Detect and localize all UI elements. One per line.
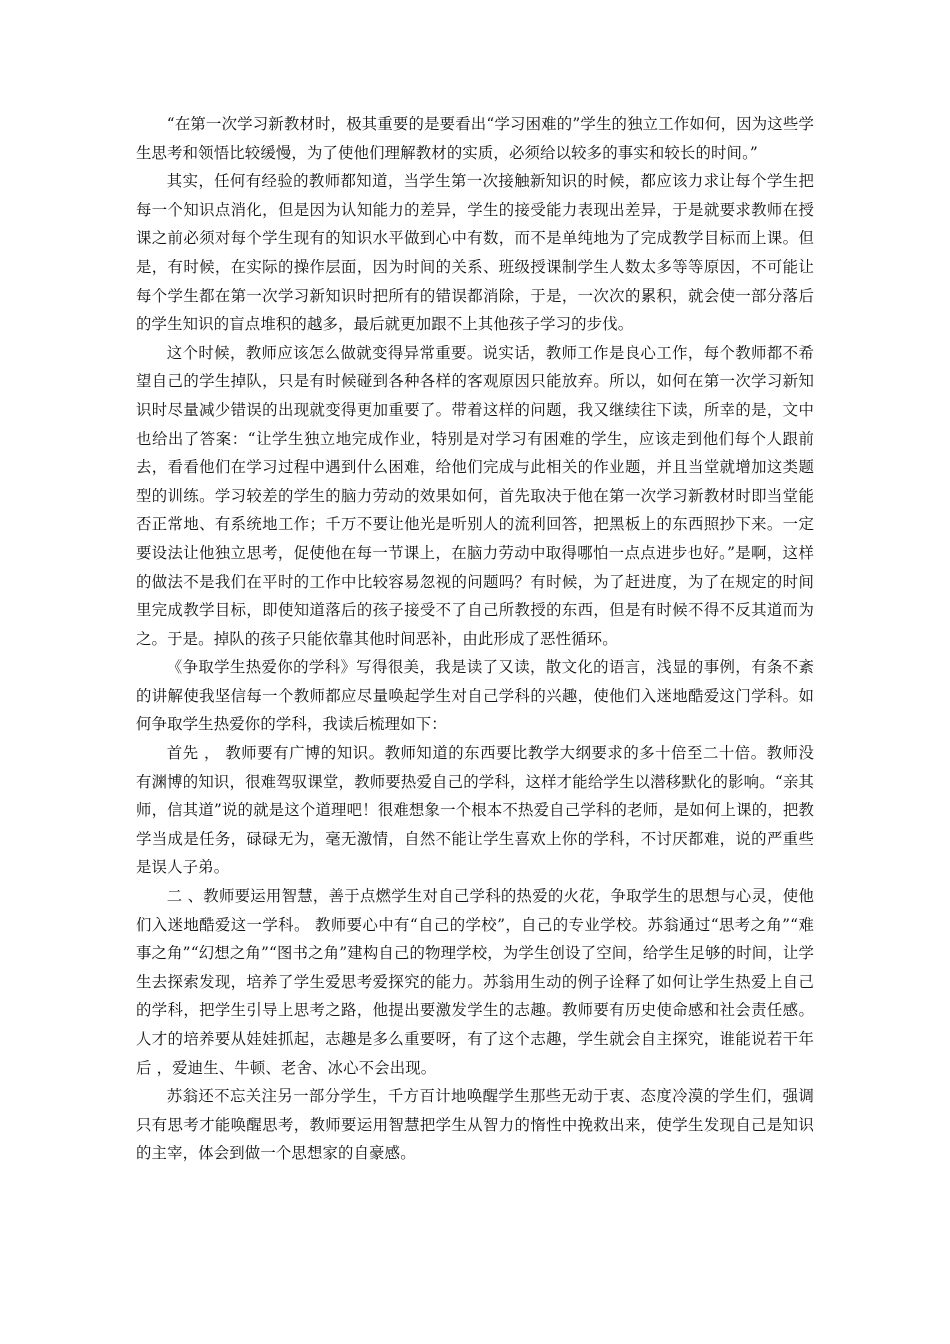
paragraph-quote-intro: “在第一次学习新教材时，极其重要的是要看出“学习困难的”学生的独立工作如何，因为这些学生思考和领悟比较缓慢，为了使他们理解教材的实质，必须给以较多的事实和较长的时间。” — [136, 115, 814, 162]
paragraph-experience: 其实，任何有经验的教师都知道，当学生第一次接触新知识的时候，都应该力求让每个学生把每一个知识点消化，但是因为认知能力的差异，学生的接受能力表现出差异，于是就要求教师在授课之前必须对每个学生现有的知识水平做到心中有数，而不是单纯地为了完成教学目标而上课。但是，有时候，在实际的操作层面，因为时间的关系、班级授课制学生人数太多等等原因，不可能让每个学生都在第一次学习新知识时把所有的错误都消除，于是，一次次的累积，就会使一部分落后的学生知识的盲点堆积的越多，最后就更加跟不上其他孩子学习的步伐。 — [136, 172, 814, 334]
paragraph-teacher-response: 这个时候，教师应该怎么做就变得异常重要。说实话，教师工作是良心工作，每个教师都不希望自己的学生掉队，只是有时候碰到各种各样的客观原因只能放弃。所以，如何在第一次学习新知识时尽量减少错误的出现就变得更加重要了。带着这样的问题，我又继续往下读，所幸的是，文中也给出了答案：“让学生独立地完成作业，特别是对学习有困难的学生，应该走到他们每个人跟前去，看看他们在学习过程中遇到什么困难，给他们完成与此相关的作业题，并且当堂就增加这类题型的训练。学习较差的学生的脑力劳动的效果如何，首先取决于他在第一次学习新教材时即当堂能否正常地、有系统地工作；千万不要让他光是听别人的流利回答，把黑板上的东西照抄下来。一定要设法让他独立思考，促使他在每一节课上，在脑力劳动中取得哪怕一点点进步也好。”是啊，这样的做法不是我们在平时的工作中比较容易忽视的问题吗？有时候，为了赶进度，为了在规定的时间里完成教学目标，即使知道落后的孩子接受不了自己所教授的东西，但是有时候不得不反其道而为之。于是。掉队的孩子只能依靠其他时间恶补，由此形成了恶性循环。 — [136, 343, 814, 648]
paragraph-second-point: 二 、教师要运用智慧，善于点燃学生对自己学科的热爱的火花，争取学生的思想与心灵，使他们入迷地酷爱这一学科。 教师要心中有“自己的学校”，自己的专业学校。苏翁通过“思考之角”“难事之角”“幻想之角”“图书之角”建构自己的物理学校，为学生创设了空间，给学生足够的时间，让学生去探索发现，培养了学生爱思考爱探究的能力。苏翁用生动的例子诠释了如何让学生热爱上自己的学科，把学生引导上思考之路，他提出要激发学生的志趣。教师要有历史使命感和社会责任感。人才的培养要从娃娃抓起，志趣是多么重要呀，有了这个志趣，学生就会自主探究，谁能说若干年后 ，爱迪生、牛顿、老舍、冰心不会出现。 — [136, 887, 814, 1077]
paragraph-first-point: 首先 ， 教师要有广博的知识。教师知道的东西要比教学大纲要求的多十倍至二十倍。教师没有渊博的知识，很难驾驭课堂，教师要热爱自己的学科，这样才能给学生以潜移默化的影响。“亲其师，信其道”说的就是这个道理吧！很难想象一个根本不热爱自己学科的老师，是如何上课的，把教学当成是任务，碌碌无为，毫无激情，自然不能让学生喜欢上你的学科，不讨厌都难，说的严重些是误人子弟。 — [136, 744, 814, 877]
paragraph-awaken-students: 苏翁还不忘关注另一部分学生，千方百计地唤醒学生那些无动于衷、态度冷漠的学生们，强调只有思考才能唤醒思考，教师要运用智慧把学生从智力的惰性中挽救出来，使学生发现自己是知识的主宰，体会到做一个思想家的自豪感。 — [136, 1087, 814, 1163]
document-page — [136, 110, 814, 1168]
paragraph-subject-love: 《争取学生热爱你的学科》写得很美，我是读了又读，散文化的语言，浅显的事例，有条不紊的讲解使我坚信每一个教师都应尽量唤起学生对自己学科的兴趣，使他们入迷地酷爱这门学科。如何争取学生热爱你的学科，我读后梳理如下： — [136, 658, 814, 734]
